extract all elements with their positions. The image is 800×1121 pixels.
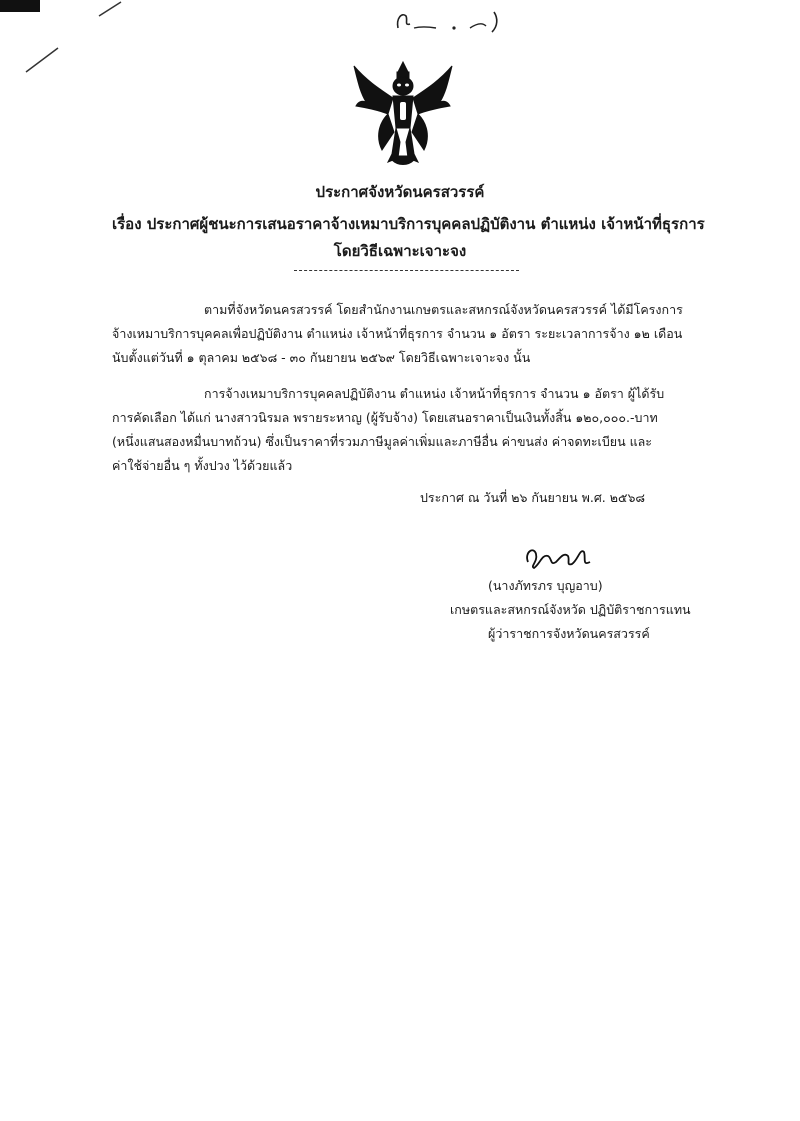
signer-position-governor: ผู้ว่าราชการจังหวัดนครสวรรค์ xyxy=(488,626,650,641)
title-divider xyxy=(294,270,519,271)
paragraph-1-line: ตามที่จังหวัดนครสวรรค์ โดยสำนักงานเกษตรและสหกรณ์จังหวัดนครสวรรค์ ได้มีโครงการ xyxy=(204,302,683,317)
paragraph-2-line: การจ้างเหมาบริการบุคคลปฏิบัติงาน ตำแหน่ง เจ้าหน้าที่ธุรการ จำนวน ๑ อัตรา ผู้ได้รับ xyxy=(204,386,665,401)
garuda-emblem xyxy=(348,58,458,170)
announcement-title: ประกาศจังหวัดนครสวรรค์ xyxy=(315,183,485,201)
signer-position: เกษตรและสหกรณ์จังหวัด ปฏิบัติราชการแทน xyxy=(450,602,691,617)
scan-corner-mark xyxy=(0,0,40,12)
paragraph-2-line: ค่าใช้จ่ายอื่น ๆ ทั้งปวง ไว้ด้วยแล้ว xyxy=(112,458,293,473)
signer-name: (นางภัทรภร บุญอาบ) xyxy=(488,578,603,593)
paragraph-1-line: นับตั้งแต่วันที่ ๑ ตุลาคม ๒๕๖๘ - ๓๐ กันยายน ๒๕๖๙ โดยวิธีเฉพาะเจาะจง นั้น xyxy=(112,350,531,365)
paragraph-2-line: การคัดเลือก ได้แก่ นางสาวนิรมล พรายระหาญ (ผู้รับจ้าง) โดยเสนอราคาเป็นเงินทั้งสิ้น ๑๒๐,๐๐๐.-บาท xyxy=(112,410,658,425)
announcement-date: ประกาศ ณ วันที่ ๒๖ กันยายน พ.ศ. ๒๕๖๘ xyxy=(420,490,646,505)
pen-tick-mark xyxy=(22,44,62,76)
page-number-handwritten xyxy=(394,8,504,34)
paragraph-2-line: (หนึ่งแสนสองหมื่นบาทถ้วน) ซึ่งเป็นราคาที่รวมภาษีมูลค่าเพิ่มและภาษีอื่น ค่าขนส่ง ค่าจดทะเบียน และ xyxy=(112,434,653,449)
announcement-subject-method: โดยวิธีเฉพาะเจาะจง xyxy=(333,242,467,260)
announcement-subject: เรื่อง ประกาศผู้ชนะการเสนอราคาจ้างเหมาบริการบุคคลปฏิบัติงาน ตำแหน่ง เจ้าหน้าที่ธุรการ xyxy=(112,215,705,233)
pen-tick-mark xyxy=(95,0,125,20)
paragraph-1-line: จ้างเหมาบริการบุคคลเพื่อปฏิบัติงาน ตำแหน่ง เจ้าหน้าที่ธุรการ จำนวน ๑ อัตรา ระยะเวลาการจ้าง ๑๒ เดือน xyxy=(112,326,683,341)
handwritten-signature xyxy=(520,540,600,572)
